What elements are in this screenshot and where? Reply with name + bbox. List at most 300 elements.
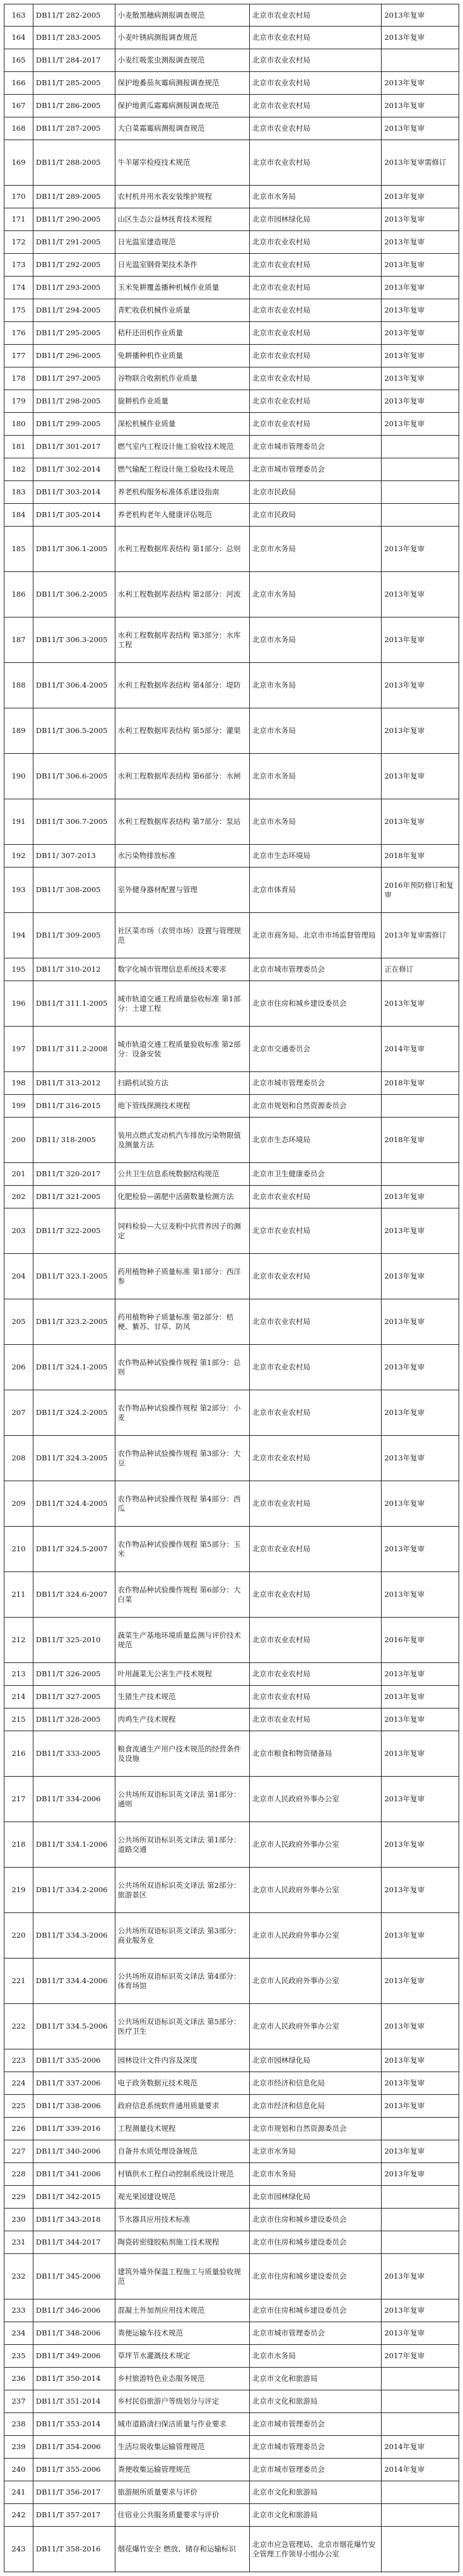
cell-note-text: 2013年复审	[384, 351, 425, 360]
cell-name-text: 饲料检验—大豆麦粉中抗营养因子的测定	[117, 1221, 242, 1240]
table-row	[4, 2004, 459, 2049]
cell-dept-text: 北京市水务局	[252, 2351, 296, 2360]
cell-dept	[250, 913, 382, 958]
cell-no	[4, 186, 33, 208]
table-row	[4, 72, 459, 95]
cell-name	[115, 527, 250, 571]
cell-code	[33, 2390, 115, 2412]
cell-no-text: 193	[11, 885, 26, 894]
cell-no-text: 227	[11, 2147, 26, 2156]
cell-dept-text: 北京市农业农村局	[252, 1669, 310, 1678]
cell-note	[382, 390, 459, 412]
cell-name-text: 陶瓷砖密缝胶粘剂施工技术规程	[117, 2238, 220, 2246]
cell-code	[33, 27, 115, 49]
cell-note	[382, 49, 459, 71]
cell-code	[33, 2504, 115, 2526]
cell-name	[115, 504, 250, 526]
cell-note	[382, 2231, 459, 2253]
cell-code-text: DB11/T 334.4-2006	[35, 1976, 108, 1985]
table-row	[4, 1436, 459, 1481]
cell-no-text: 170	[11, 192, 26, 201]
cell-note	[382, 1436, 459, 1481]
cell-code-text: DB11/T 337-2006	[35, 2078, 101, 2087]
cell-dept-text: 北京市水务局	[252, 772, 296, 780]
cell-no	[4, 2231, 33, 2253]
cell-dept	[250, 95, 382, 117]
cell-code-text: DB11/T 355-2006	[35, 2465, 101, 2474]
cell-name	[115, 1299, 250, 1344]
cell-no	[4, 1345, 33, 1390]
cell-dept	[250, 1822, 382, 1867]
cell-no	[4, 345, 33, 367]
table-row	[4, 1299, 459, 1345]
cell-name-text: 农作物品种试验操作规程 第1部分：总则	[117, 1357, 241, 1376]
cell-no	[4, 1686, 33, 1708]
cell-no	[4, 663, 33, 708]
cell-no	[4, 1777, 33, 1822]
cell-code-text: DB11/T 342-2015	[35, 2192, 101, 2201]
cell-name	[115, 1618, 250, 1662]
cell-no-text: 243	[11, 2544, 26, 2553]
cell-name	[115, 1345, 250, 1390]
cell-no-text: 215	[11, 1715, 26, 1724]
cell-name-text: 小麦红吸浆虫测报调查规范	[117, 56, 205, 64]
cell-code	[33, 1663, 115, 1685]
table-row	[4, 95, 459, 117]
cell-name	[115, 1186, 250, 1208]
cell-dept-text: 北京市城市管理委员会	[252, 965, 325, 974]
cell-note-text: 2013年复审	[384, 1453, 425, 1462]
cell-code	[33, 413, 115, 435]
cell-dept-text: 北京市粮食和物资储备局	[252, 1749, 332, 1758]
cell-dept-text: 北京市水务局	[252, 726, 296, 735]
cell-name-text: 燃气输配工程设计施工验收技术规范	[117, 465, 234, 474]
cell-name-text: 大白菜霜霉病测报调查规范	[117, 124, 205, 133]
cell-name	[115, 1208, 250, 1253]
table-row	[4, 2345, 459, 2368]
cell-code-text: DB11/T 284-2017	[35, 56, 101, 64]
cell-name	[115, 277, 250, 299]
cell-no	[4, 1163, 33, 1185]
cell-code	[33, 1208, 115, 1253]
cell-no	[4, 2118, 33, 2140]
cell-name	[115, 1708, 250, 1731]
cell-code	[33, 2095, 115, 2117]
cell-code-text: DB11/T 301-2017	[35, 442, 101, 451]
cell-code-text: DB11/T 289-2005	[35, 192, 101, 201]
cell-no-text: 165	[11, 56, 26, 64]
cell-note	[382, 2299, 459, 2322]
cell-dept	[250, 981, 382, 1026]
cell-dept	[250, 572, 382, 617]
cell-no	[4, 2049, 33, 2072]
cell-name-text: 公共场所双语标识英文译法 第5部分：医疗卫生	[117, 2017, 241, 2036]
cell-name-text: 水利工程数据库表结构 第4部分：堤防	[117, 681, 241, 689]
cell-dept	[250, 299, 382, 321]
cell-note-text: 2013年复审	[384, 1840, 425, 1849]
cell-no-text: 232	[11, 2272, 26, 2281]
cell-dept	[250, 2504, 382, 2526]
cell-code	[33, 1072, 115, 1094]
table-row	[4, 2459, 459, 2481]
cell-code	[33, 1299, 115, 1344]
cell-name	[115, 2436, 250, 2458]
cell-name-text: 乡村民俗旅游户等级划分与评定	[117, 2397, 220, 2406]
cell-name	[115, 1254, 250, 1299]
cell-note	[382, 4, 459, 26]
cell-name-text: 乡村旅游特色业态服务规范	[117, 2374, 205, 2383]
cell-code-text: DB11/T 323.2-2005	[35, 1317, 108, 1326]
cell-name-text: 日光温室建造规范	[117, 237, 176, 246]
cell-no-text: 186	[11, 590, 26, 599]
cell-code-text: DB11/T 354-2006	[35, 2442, 101, 2451]
cell-code	[33, 2118, 115, 2140]
cell-name-text: 地下管线探测技术规程	[117, 1101, 190, 1110]
cell-no	[4, 2140, 33, 2162]
cell-name	[115, 1527, 250, 1571]
cell-no-text: 192	[11, 851, 26, 860]
cell-no	[4, 2527, 33, 2572]
cell-no	[4, 4, 33, 26]
cell-no-text: 164	[11, 33, 26, 42]
cell-dept	[250, 27, 382, 49]
cell-name-text: 社区菜市场（农贸市场）设置与管理规范	[117, 926, 242, 945]
cell-no-text: 172	[11, 237, 26, 246]
cell-note	[382, 1731, 459, 1776]
cell-no-text: 228	[11, 2169, 26, 2178]
cell-dept-text: 北京市农业农村局	[252, 10, 310, 20]
cell-code-text: DB11/T 298-2005	[35, 397, 101, 405]
cell-note	[382, 2049, 459, 2072]
table-row	[4, 1027, 459, 1072]
table-row	[4, 390, 459, 413]
cell-name	[115, 2049, 250, 2072]
cell-dept	[250, 1663, 382, 1685]
cell-name-text: 城市轨道交通工程质量验收标准 第2部分：设备安装	[117, 1039, 241, 1058]
table-row	[4, 1072, 459, 1095]
cell-no	[4, 2209, 33, 2231]
cell-note	[382, 208, 459, 230]
cell-code-text: DB11/T 306.4-2005	[35, 681, 108, 689]
cell-code	[33, 1527, 115, 1571]
cell-name	[115, 572, 250, 617]
cell-note	[382, 754, 459, 799]
cell-note-text: 2013年复审	[384, 726, 425, 735]
cell-note	[382, 913, 459, 958]
cell-code	[33, 49, 115, 71]
cell-dept	[250, 2231, 382, 2253]
cell-name	[115, 799, 250, 844]
cell-code-text: DB11/T 346-2006	[35, 2306, 101, 2315]
cell-code	[33, 1095, 115, 1117]
cell-note-text: 2013年复审	[384, 1976, 425, 1985]
cell-no-text: 195	[11, 965, 26, 974]
cell-note	[382, 322, 459, 344]
cell-code-text: DB11/T 297-2005	[35, 374, 101, 383]
table-row	[4, 2231, 459, 2254]
cell-code	[33, 2481, 115, 2503]
cell-no	[4, 868, 33, 912]
cell-note-text: 2013年复审	[384, 419, 425, 428]
cell-code	[33, 663, 115, 708]
cell-code-text: DB11/T 306.2-2005	[35, 590, 108, 599]
cell-code-text: DB11/T 324.6-2007	[35, 1590, 108, 1599]
cell-note	[382, 708, 459, 753]
cell-note	[382, 2436, 459, 2458]
cell-no	[4, 1868, 33, 1912]
cell-dept-text: 北京市文化和旅游局	[252, 2397, 318, 2406]
cell-code	[33, 2049, 115, 2072]
cell-dept	[250, 2209, 382, 2231]
cell-dept	[250, 117, 382, 140]
cell-dept	[250, 2368, 382, 2390]
cell-no-text: 223	[11, 2056, 26, 2065]
cell-note-text: 2013年复审	[384, 1272, 425, 1280]
cell-no-text: 194	[11, 931, 26, 939]
cell-no-text: 183	[11, 487, 26, 496]
cell-name-text: 公共卫生信息系统数据结构规范	[117, 1169, 220, 1178]
cell-no-text: 231	[11, 2238, 26, 2246]
cell-no	[4, 1708, 33, 1731]
cell-dept-text: 北京市园林绿化局	[252, 2056, 310, 2065]
cell-no	[4, 2481, 33, 2503]
cell-name-text: 公共场所双语标识英文译法 第4部分：体育场馆	[117, 1971, 241, 1990]
cell-name	[115, 231, 250, 253]
cell-no-text: 216	[11, 1749, 26, 1758]
cell-no-text: 221	[11, 1976, 26, 1985]
cell-dept-text: 北京市文化和旅游局	[252, 2374, 318, 2383]
table-row	[4, 2413, 459, 2436]
cell-name-text: 水利工程数据库表结构 第3部分：水库工程	[117, 630, 241, 649]
table-row	[4, 1959, 459, 2004]
cell-name-text: 农村机井用水表安装维护规程	[117, 192, 213, 201]
cell-name-text: 药用植物种子质量标准 第2部分：桔梗、紫苏、甘草、防风	[117, 1312, 234, 1331]
cell-code-text: DB11/T 286-2005	[35, 101, 101, 110]
cell-code	[33, 254, 115, 276]
cell-note-text: 2018年复审	[384, 851, 425, 860]
table-row	[4, 1186, 459, 1208]
table-row	[4, 1663, 459, 1686]
cell-note	[382, 1777, 459, 1822]
cell-dept	[250, 1527, 382, 1571]
table-row	[4, 1095, 459, 1118]
cell-name	[115, 1913, 250, 1958]
cell-name-text: 混凝土外加剂应用技术规范	[117, 2306, 205, 2315]
cell-no	[4, 981, 33, 1026]
cell-note	[382, 2118, 459, 2140]
cell-code-text: DB11/T 348-2006	[35, 2329, 101, 2337]
cell-name-text: 小麦散黑穗病测报调查规范	[117, 10, 205, 20]
cell-no	[4, 1436, 33, 1481]
cell-note-text: 2014年复审	[384, 1044, 425, 1053]
cell-code-text: DB11/T 343-2018	[35, 2215, 101, 2224]
cell-dept	[250, 958, 382, 981]
cell-note-text: 2013年复审	[384, 772, 425, 780]
cell-code	[33, 2345, 115, 2367]
cell-note-text: 2013年复审	[384, 192, 425, 201]
cell-no-text: 226	[11, 2124, 26, 2133]
table-row	[4, 413, 459, 436]
cell-no	[4, 1618, 33, 1662]
cell-note	[382, 1072, 459, 1094]
table-row	[4, 2481, 459, 2504]
cell-no-text: 213	[11, 1669, 26, 1678]
cell-dept-text: 北京市农业农村局	[252, 78, 310, 87]
cell-name	[115, 481, 250, 503]
cell-name	[115, 2004, 250, 2049]
cell-note-text: 2013年复审	[384, 101, 425, 110]
cell-code-text: DB11/T 311.1-2005	[35, 999, 108, 1008]
cell-note-text: 2013年复审	[384, 1317, 425, 1326]
cell-no-text: 176	[11, 328, 26, 337]
cell-dept	[250, 1345, 382, 1390]
cell-no-text: 180	[11, 419, 26, 428]
cell-no	[4, 231, 33, 253]
cell-dept-text: 北京市城市管理委员会	[252, 2419, 325, 2428]
cell-note	[382, 1822, 459, 1867]
cell-code	[33, 2004, 115, 2049]
cell-dept-text: 北京市农业农村局	[252, 124, 310, 133]
cell-note-text: 2013年复审	[384, 2169, 425, 2178]
cell-name-text: 秸秆还田机作业质量	[117, 328, 184, 337]
cell-code	[33, 1345, 115, 1390]
cell-note	[382, 2140, 459, 2162]
table-row	[4, 1254, 459, 1299]
cell-no-text: 203	[11, 1226, 26, 1235]
cell-no	[4, 367, 33, 390]
cell-no-text: 177	[11, 351, 26, 360]
cell-no-text: 239	[11, 2442, 26, 2451]
cell-note-text: 2013年复审需修订	[384, 158, 447, 167]
cell-code	[33, 1868, 115, 1912]
cell-note-text: 2013年复审	[384, 2056, 425, 2065]
cell-no	[4, 958, 33, 981]
cell-no-text: 229	[11, 2192, 26, 2201]
cell-note-text: 2013年复审	[384, 1499, 425, 1508]
cell-code-text: DB11/T 288-2005	[35, 158, 101, 167]
cell-dept-text: 北京市卫生健康委员会	[252, 1169, 325, 1178]
table-row	[4, 277, 459, 299]
cell-name	[115, 72, 250, 94]
cell-name	[115, 4, 250, 26]
cell-no	[4, 1027, 33, 1071]
cell-code-text: DB11/T 338-2006	[35, 2101, 101, 2110]
cell-code	[33, 390, 115, 412]
cell-name	[115, 754, 250, 799]
table-row	[4, 1822, 459, 1868]
cell-note	[382, 1481, 459, 1526]
cell-code	[33, 2299, 115, 2322]
table-row	[4, 527, 459, 572]
cell-dept	[250, 231, 382, 253]
cell-code-text: DB11/T 351-2014	[35, 2397, 101, 2406]
cell-name	[115, 1481, 250, 1526]
cell-dept	[250, 2140, 382, 2162]
cell-name-text: 生猪生产技术规范	[117, 1692, 176, 1701]
cell-code	[33, 799, 115, 844]
cell-name	[115, 117, 250, 140]
cell-code-text: DB11/T 321-2005	[35, 1192, 101, 1201]
cell-code-text: DB11/T 324.4-2005	[35, 1499, 108, 1508]
cell-no-text: 167	[11, 101, 26, 110]
cell-dept-text: 北京市水务局	[252, 817, 296, 826]
table-row	[4, 572, 459, 617]
cell-no-text: 236	[11, 2374, 26, 2383]
cell-dept-text: 北京市农业农村局	[252, 351, 310, 360]
cell-no	[4, 413, 33, 435]
cell-no	[4, 2095, 33, 2117]
cell-no	[4, 1572, 33, 1617]
cell-no	[4, 1118, 33, 1162]
cell-name	[115, 208, 250, 230]
table-row	[4, 2436, 459, 2459]
cell-dept	[250, 458, 382, 480]
cell-dept	[250, 1436, 382, 1481]
cell-dept-text: 北京市农业农村局	[252, 397, 310, 405]
cell-name-text: 养老机构老年人健康评估规范	[117, 510, 213, 519]
cell-code	[33, 2436, 115, 2458]
cell-dept-text: 北京市规划和自然资源委员会	[252, 2124, 347, 2133]
cell-no-text: 219	[11, 1885, 26, 1894]
cell-code-text: DB11/T 322-2005	[35, 1226, 101, 1235]
cell-dept-text: 北京市商务局、北京市市场监督管理局	[252, 931, 376, 939]
cell-no	[4, 2436, 33, 2458]
cell-note	[382, 436, 459, 458]
cell-dept-text: 北京市人民政府外事办公室	[252, 1885, 339, 1894]
cell-code	[33, 1436, 115, 1481]
cell-name-text: 旅游厕所质量要求与评价	[117, 2488, 198, 2496]
table-row	[4, 2368, 459, 2390]
cell-name	[115, 367, 250, 390]
table-row	[4, 799, 459, 845]
cell-dept	[250, 1254, 382, 1299]
cell-code	[33, 345, 115, 367]
cell-code	[33, 958, 115, 981]
cell-code	[33, 1708, 115, 1731]
cell-note-text: 正在修订	[384, 965, 414, 974]
cell-name-text: 化肥检验—菌肥中活菌数量检测方法	[117, 1192, 234, 1201]
cell-code	[33, 436, 115, 458]
cell-code-text: DB11/T 334-2006	[35, 1794, 101, 1803]
cell-note	[382, 27, 459, 49]
cell-name	[115, 345, 250, 367]
cell-no-text: 202	[11, 1192, 26, 1201]
cell-code	[33, 1913, 115, 1958]
cell-code-text: DB11/T 320-2017	[35, 1169, 101, 1178]
cell-code-text: DB11/T 291-2005	[35, 237, 101, 246]
cell-code	[33, 2459, 115, 2481]
table-row	[4, 458, 459, 481]
cell-name-text: 旋耕机作业质量	[117, 397, 169, 405]
cell-dept-text: 北京市交通委员会	[252, 1044, 310, 1053]
table-row	[4, 2186, 459, 2209]
cell-code	[33, 208, 115, 230]
cell-name-text: 工程测量技术规程	[117, 2124, 176, 2133]
cell-no-text: 191	[11, 817, 26, 826]
cell-code	[33, 1959, 115, 2003]
cell-dept-text: 北京市水务局	[252, 192, 296, 201]
cell-no-text: 200	[11, 1135, 26, 1144]
cell-note	[382, 504, 459, 526]
cell-no-text: 242	[11, 2510, 26, 2519]
cell-note-text: 2013年复审	[384, 1931, 425, 1940]
cell-no-text: 205	[11, 1317, 26, 1326]
cell-code-text: DB11/T 356-2017	[35, 2488, 101, 2496]
cell-dept	[250, 1027, 382, 1071]
cell-name	[115, 186, 250, 208]
cell-note	[382, 799, 459, 844]
cell-note	[382, 1868, 459, 1912]
